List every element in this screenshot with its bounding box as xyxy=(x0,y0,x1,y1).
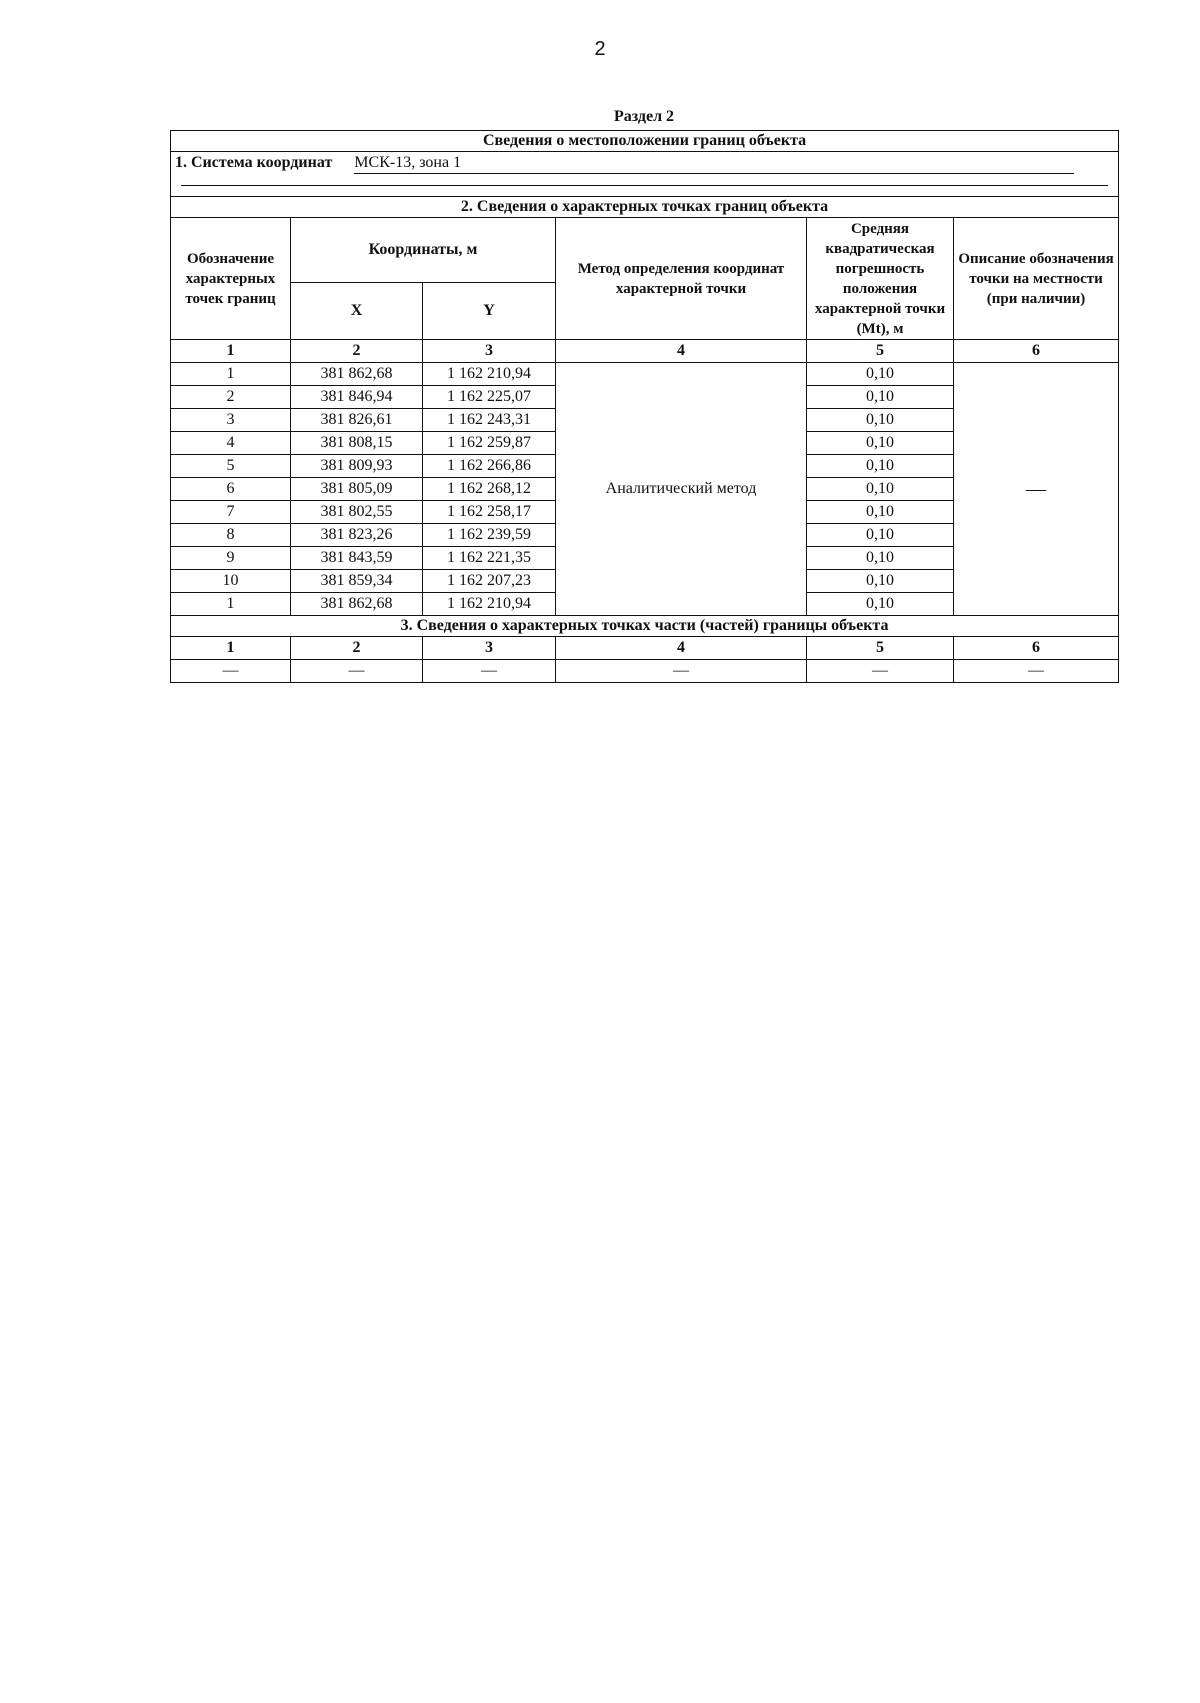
header-description: Описание обозначения точки на местности (при наличии) xyxy=(954,218,1119,340)
coord-x: 381 808,15 xyxy=(291,432,423,455)
boundary-table xyxy=(170,130,1119,683)
error-value: 0,10 xyxy=(807,455,954,478)
coord-y: 1 162 266,86 xyxy=(423,455,556,478)
coord-y: 1 162 243,31 xyxy=(423,409,556,432)
header-y: Y xyxy=(423,283,556,340)
col-number: 4 xyxy=(556,637,807,660)
parts-row xyxy=(171,660,1119,683)
error-value: 0,10 xyxy=(807,409,954,432)
coord-x: 381 823,26 xyxy=(291,524,423,547)
coord-y: 1 162 258,17 xyxy=(423,501,556,524)
coord-y: 1 162 207,23 xyxy=(423,570,556,593)
col-number: 6 xyxy=(954,340,1119,363)
header-error: Средняя квадратическая погрешность положения характерной точки (Mt), м xyxy=(807,218,954,340)
error-value: 0,10 xyxy=(807,547,954,570)
coord-x: 381 805,09 xyxy=(291,478,423,501)
point-number: 1 xyxy=(171,363,291,386)
coord-y: 1 162 210,94 xyxy=(423,363,556,386)
point-number: 10 xyxy=(171,570,291,593)
coord-x: 381 862,68 xyxy=(291,363,423,386)
coord-system-row xyxy=(171,152,1119,175)
point-number: 9 xyxy=(171,547,291,570)
col-number: 2 xyxy=(291,637,423,660)
error-value: 0,10 xyxy=(807,593,954,616)
point-number: 2 xyxy=(171,386,291,409)
error-value: 0,10 xyxy=(807,501,954,524)
parts-cell: — xyxy=(556,660,807,683)
coord-x: 381 862,68 xyxy=(291,593,423,616)
col-number: 1 xyxy=(171,340,291,363)
error-value: 0,10 xyxy=(807,386,954,409)
points-heading: 2. Сведения о характерных точках границ объекта xyxy=(171,197,1119,218)
parts-cell: — xyxy=(171,660,291,683)
error-value: 0,10 xyxy=(807,478,954,501)
coord-x: 381 826,61 xyxy=(291,409,423,432)
point-number: 6 xyxy=(171,478,291,501)
col-number: 6 xyxy=(954,637,1119,660)
col-number: 5 xyxy=(807,637,954,660)
description-value: — xyxy=(954,363,1119,616)
point-number: 5 xyxy=(171,455,291,478)
error-value: 0,10 xyxy=(807,570,954,593)
point-number: 3 xyxy=(171,409,291,432)
error-value: 0,10 xyxy=(807,432,954,455)
header-point-designation: Обозначение характерных точек границ xyxy=(171,218,291,340)
error-value: 0,10 xyxy=(807,363,954,386)
header-coordinates: Координаты, м xyxy=(291,218,556,283)
point-number: 1 xyxy=(171,593,291,616)
page-number: 2 xyxy=(594,38,606,60)
point-number: 4 xyxy=(171,432,291,455)
header-method: Метод определения координат характерной точки xyxy=(556,218,807,340)
coord-system-label: 1. Система координат xyxy=(175,153,333,171)
header-x: X xyxy=(291,283,423,340)
section-title: Раздел 2 xyxy=(613,108,675,125)
error-value: 0,10 xyxy=(807,524,954,547)
method-value: Аналитический метод xyxy=(556,363,807,616)
col-number: 3 xyxy=(423,340,556,363)
col-number: 5 xyxy=(807,340,954,363)
coord-x: 381 859,34 xyxy=(291,570,423,593)
coord-x: 381 802,55 xyxy=(291,501,423,524)
parts-cell: — xyxy=(291,660,423,683)
col-number: 1 xyxy=(171,637,291,660)
parts-heading: 3. Сведения о характерных точках части (частей) границы объекта xyxy=(171,616,1119,637)
coord-x: 381 843,59 xyxy=(291,547,423,570)
coord-system-value: МСК-13, зона 1 xyxy=(354,153,1074,174)
parts-cell: — xyxy=(807,660,954,683)
coord-x: 381 846,94 xyxy=(291,386,423,409)
parts-cell: — xyxy=(954,660,1119,683)
point-number: 7 xyxy=(171,501,291,524)
parts-cell: — xyxy=(423,660,556,683)
col-number: 2 xyxy=(291,340,423,363)
coord-y: 1 162 259,87 xyxy=(423,432,556,455)
col-number: 4 xyxy=(556,340,807,363)
coord-y: 1 162 268,12 xyxy=(423,478,556,501)
coord-y: 1 162 225,07 xyxy=(423,386,556,409)
coord-x: 381 809,93 xyxy=(291,455,423,478)
blank-row xyxy=(171,174,1119,197)
col-number: 3 xyxy=(423,637,556,660)
coord-y: 1 162 210,94 xyxy=(423,593,556,616)
coord-y: 1 162 221,35 xyxy=(423,547,556,570)
blank-line xyxy=(181,185,1108,186)
section-heading: Сведения о местоположении границ объекта xyxy=(171,131,1119,152)
table-row xyxy=(171,363,1119,386)
point-number: 8 xyxy=(171,524,291,547)
coord-y: 1 162 239,59 xyxy=(423,524,556,547)
